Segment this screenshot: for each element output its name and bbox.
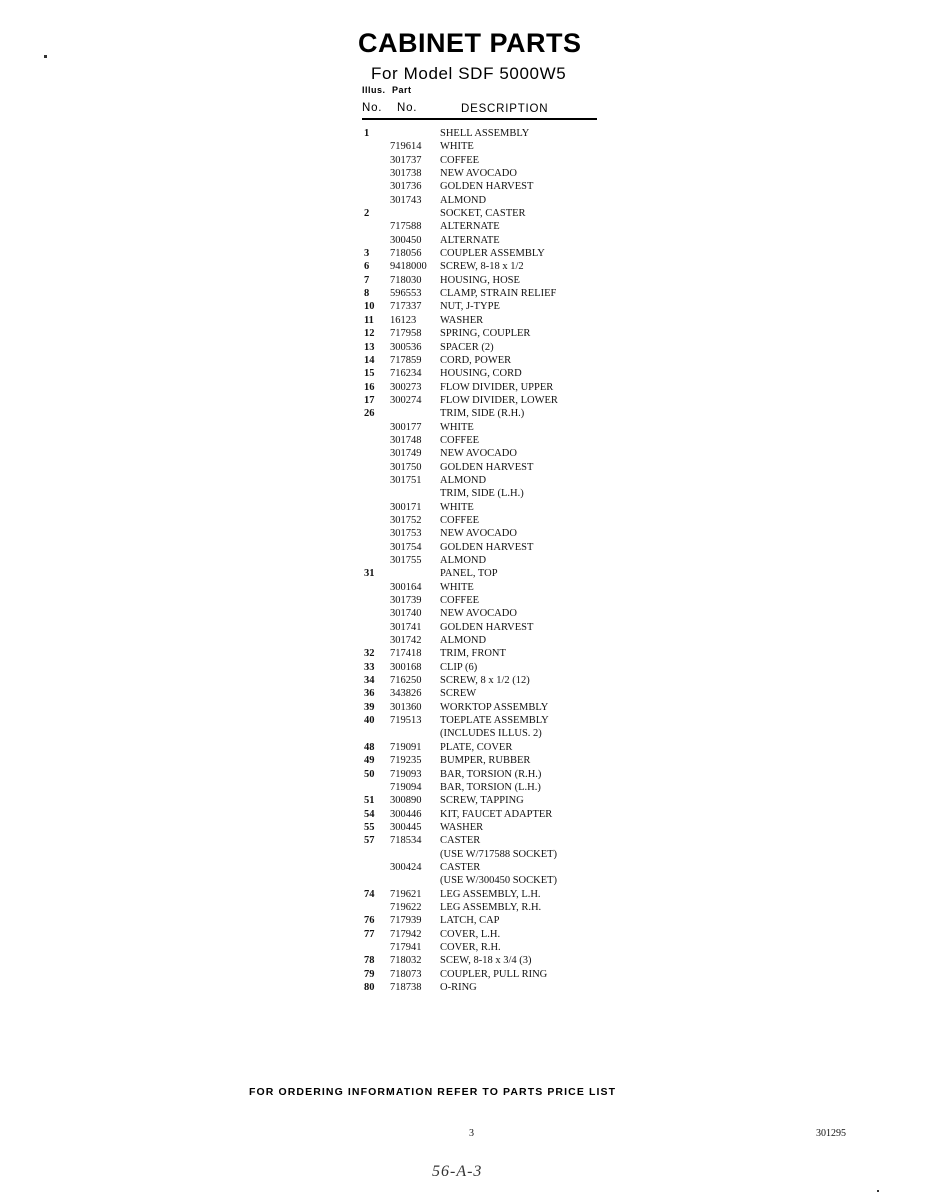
part-description: PANEL, TOP (440, 568, 498, 580)
part-number: 300445 (390, 821, 422, 833)
part-description: ALTERNATE (440, 221, 500, 233)
part-number: 9418000 (390, 261, 427, 273)
part-number: 719621 (390, 888, 422, 900)
part-number: 300890 (390, 795, 422, 807)
illus-number: 2 (364, 208, 370, 220)
illus-number: 79 (364, 968, 375, 980)
table-row (364, 634, 604, 647)
table-row (364, 474, 604, 487)
table-row (364, 314, 604, 327)
column-header-illus-line1: Illus. (362, 85, 386, 95)
part-description: CASTER (440, 835, 481, 847)
table-row (364, 407, 604, 420)
illus-number: 48 (364, 741, 375, 753)
part-description: SCREW, 8 x 1/2 (12) (440, 675, 530, 687)
part-number: 301736 (390, 181, 422, 193)
table-row (364, 567, 604, 580)
part-number: 301754 (390, 541, 422, 553)
part-number: 717941 (390, 941, 422, 953)
part-number: 301752 (390, 514, 422, 526)
part-number: 301740 (390, 608, 422, 620)
illus-number: 6 (364, 261, 370, 273)
part-description: LEG ASSEMBLY, L.H. (440, 888, 541, 900)
part-number: 717418 (390, 648, 422, 660)
illus-number: 32 (364, 648, 375, 660)
table-row (364, 714, 604, 727)
column-header-illus-no: No. (362, 102, 383, 114)
page-number: 3 (469, 1128, 474, 1139)
model-subtitle: For Model SDF 5000W5 (371, 64, 567, 83)
part-number: 719614 (390, 141, 422, 153)
part-number: 717859 (390, 354, 422, 366)
part-number: 300424 (390, 861, 422, 873)
illus-number: 10 (364, 301, 375, 313)
part-description: TRIM, FRONT (440, 648, 506, 660)
part-number: 301742 (390, 635, 422, 647)
part-number: 301737 (390, 154, 422, 166)
part-number: 718738 (390, 982, 422, 993)
table-row (364, 127, 604, 140)
table-row (364, 327, 604, 340)
part-number: 596553 (390, 288, 422, 300)
part-number: 301743 (390, 194, 422, 206)
table-row (364, 834, 604, 847)
illus-number: 11 (364, 314, 374, 326)
part-description: COVER, L.H. (440, 928, 501, 940)
part-description: SPACER (2) (440, 341, 494, 353)
part-description: SCEW, 8-18 x 3/4 (3) (440, 955, 532, 967)
table-row (364, 661, 604, 674)
part-description: CLAMP, STRAIN RELIEF (440, 288, 557, 300)
part-number: 718073 (390, 968, 422, 980)
part-number: 719093 (390, 768, 422, 780)
part-description: WHITE (440, 141, 474, 153)
part-number: 718056 (390, 248, 422, 260)
table-row (364, 928, 604, 941)
illus-number: 51 (364, 795, 375, 807)
part-description: BUMPER, RUBBER (440, 755, 531, 767)
table-row (364, 180, 604, 193)
part-description: COVER, R.H. (440, 941, 501, 953)
part-description: ALMOND (440, 555, 487, 566)
table-row (364, 154, 604, 167)
part-number: 716234 (390, 368, 422, 380)
illus-number: 80 (364, 982, 375, 993)
part-description: SHELL ASSEMBLY (440, 128, 530, 139)
part-description: GOLDEN HARVEST (440, 541, 534, 553)
table-row (364, 487, 604, 500)
table-row (364, 234, 604, 247)
part-number: 300450 (390, 234, 422, 246)
part-number: 300536 (390, 341, 422, 353)
column-header-part-line1: Part (392, 85, 412, 95)
part-number: 300171 (390, 501, 422, 513)
scan-speck (44, 55, 47, 58)
part-description: NEW AVOCADO (440, 168, 517, 180)
table-row (364, 341, 604, 354)
table-row (364, 140, 604, 153)
part-number: 301753 (390, 528, 422, 540)
part-description: GOLDEN HARVEST (440, 621, 534, 633)
table-row (364, 954, 604, 967)
table-row (364, 207, 604, 220)
illus-number: 50 (364, 768, 375, 780)
part-number: 717337 (390, 301, 422, 313)
part-description: GOLDEN HARVEST (440, 461, 534, 473)
illus-number: 17 (364, 394, 375, 406)
table-row (364, 287, 604, 300)
illus-number: 34 (364, 675, 375, 687)
table-row (364, 781, 604, 794)
illus-number: 54 (364, 808, 375, 820)
part-description: COFFEE (440, 434, 480, 446)
table-row (364, 514, 604, 527)
part-number: 301749 (390, 448, 422, 460)
table-row (364, 741, 604, 754)
table-row (364, 621, 604, 634)
part-description: BAR, TORSION (L.H.) (440, 781, 541, 793)
table-row (364, 381, 604, 394)
part-number: 300177 (390, 421, 422, 433)
illus-number: 40 (364, 715, 375, 727)
table-row (364, 247, 604, 260)
illus-number: 76 (364, 915, 375, 927)
part-description: BAR, TORSION (R.H.) (440, 768, 542, 780)
column-header-part-no: No. (397, 102, 418, 114)
part-number: 301750 (390, 461, 422, 473)
part-description: CASTER (440, 861, 481, 873)
table-row (364, 607, 604, 620)
page-title: CABINET PARTS (358, 28, 582, 58)
illus-number: 13 (364, 341, 375, 353)
illus-number: 39 (364, 701, 375, 713)
part-description: ALMOND (440, 635, 487, 647)
table-row (364, 968, 604, 981)
part-description: WHITE (440, 421, 474, 433)
part-description: HOUSING, CORD (440, 368, 522, 380)
part-description: WHITE (440, 501, 474, 513)
table-row (364, 594, 604, 607)
part-description: NEW AVOCADO (440, 528, 517, 540)
part-number: 719091 (390, 741, 422, 753)
part-description: SOCKET, CASTER (440, 208, 526, 220)
table-row (364, 768, 604, 781)
part-number: 301751 (390, 474, 422, 486)
part-description: NEW AVOCADO (440, 448, 517, 460)
illus-number: 8 (364, 288, 370, 300)
part-number: 718032 (390, 955, 422, 967)
table-row (364, 914, 604, 927)
illus-number: 3 (364, 248, 370, 260)
part-number: 16123 (390, 314, 417, 326)
illus-number: 33 (364, 661, 375, 673)
table-row (364, 901, 604, 914)
part-description: (USE W/300450 SOCKET) (440, 875, 558, 887)
table-row (364, 260, 604, 273)
part-description: WASHER (440, 314, 484, 326)
part-description: SCREW (440, 688, 477, 700)
illus-number: 1 (364, 128, 370, 139)
part-description: O-RING (440, 982, 477, 993)
table-row (364, 554, 604, 567)
table-row (364, 501, 604, 514)
part-number: 300273 (390, 381, 422, 393)
illus-number: 49 (364, 755, 375, 767)
part-number: 300168 (390, 661, 422, 673)
part-description: TRIM, SIDE (R.H.) (440, 408, 525, 420)
table-row (364, 701, 604, 714)
illus-number: 12 (364, 328, 375, 340)
table-row (364, 861, 604, 874)
part-description: SPRING, COUPLER (440, 328, 531, 340)
part-description: ALTERNATE (440, 234, 500, 246)
ordering-note: FOR ORDERING INFORMATION REFER TO PARTS PRICE LIST (249, 1086, 617, 1098)
illus-number: 74 (364, 888, 375, 900)
part-description: (INCLUDES ILLUS. 2) (440, 728, 542, 740)
part-number: 719513 (390, 715, 422, 727)
illus-number: 7 (364, 274, 370, 286)
illus-number: 16 (364, 381, 375, 393)
part-number: 719235 (390, 755, 422, 767)
part-description: COFFEE (440, 514, 480, 526)
table-row (364, 754, 604, 767)
part-description: PLATE, COVER (440, 741, 513, 753)
part-description: SCREW, 8-18 x 1/2 (440, 261, 524, 273)
table-row (364, 727, 604, 740)
table-row (364, 167, 604, 180)
table-row (364, 674, 604, 687)
part-description: LATCH, CAP (440, 915, 500, 927)
table-row (364, 687, 604, 700)
table-row (364, 808, 604, 821)
part-description: (USE W/717588 SOCKET) (440, 848, 558, 860)
illus-number: 31 (364, 568, 375, 580)
table-row (364, 941, 604, 954)
part-description: CLIP (6) (440, 661, 478, 673)
table-row (364, 447, 604, 460)
part-number: 719622 (390, 901, 422, 913)
part-number: 301748 (390, 434, 422, 446)
part-description: WHITE (440, 581, 474, 593)
part-description: FLOW DIVIDER, LOWER (440, 394, 558, 406)
scan-speck (877, 1190, 879, 1192)
part-number: 301360 (390, 701, 422, 713)
header-rule (362, 118, 597, 120)
table-row (364, 394, 604, 407)
illus-number: 55 (364, 821, 375, 833)
part-number: 343826 (390, 688, 422, 700)
handwritten-note: 56-A-3 (432, 1163, 483, 1180)
table-row (364, 421, 604, 434)
part-description: TRIM, SIDE (L.H.) (440, 488, 524, 500)
illus-number: 77 (364, 928, 375, 940)
part-description: COUPLER, PULL RING (440, 968, 548, 980)
part-number: 301741 (390, 621, 422, 633)
table-row (364, 981, 604, 994)
part-number: 717588 (390, 221, 422, 233)
table-row (364, 581, 604, 594)
part-number: 300274 (390, 394, 422, 406)
part-number: 717942 (390, 928, 422, 940)
part-number: 719094 (390, 781, 422, 793)
table-row (364, 194, 604, 207)
part-number: 301755 (390, 555, 422, 566)
table-row (364, 647, 604, 660)
table-row (364, 220, 604, 233)
part-description: SCREW, TAPPING (440, 795, 524, 807)
table-row (364, 274, 604, 287)
part-description: ALMOND (440, 194, 487, 206)
table-row (364, 874, 604, 887)
part-description: WORKTOP ASSEMBLY (440, 701, 549, 713)
part-description: LEG ASSEMBLY, R.H. (440, 901, 542, 913)
illus-number: 78 (364, 955, 375, 967)
table-row (364, 541, 604, 554)
table-row (364, 888, 604, 901)
table-row (364, 461, 604, 474)
table-row (364, 434, 604, 447)
table-row (364, 354, 604, 367)
part-description: COFFEE (440, 154, 480, 166)
part-number: 718534 (390, 835, 422, 847)
illus-number: 57 (364, 835, 375, 847)
part-number: 717958 (390, 328, 422, 340)
illus-number: 15 (364, 368, 375, 380)
table-row (364, 367, 604, 380)
part-number: 300446 (390, 808, 422, 820)
part-description: GOLDEN HARVEST (440, 181, 534, 193)
part-description: NEW AVOCADO (440, 608, 517, 620)
part-description: ALMOND (440, 474, 487, 486)
table-row (364, 821, 604, 834)
column-header-description: DESCRIPTION (461, 103, 549, 115)
part-description: TOEPLATE ASSEMBLY (440, 715, 549, 727)
part-description: KIT, FAUCET ADAPTER (440, 808, 553, 820)
part-description: FLOW DIVIDER, UPPER (440, 381, 554, 393)
table-row (364, 300, 604, 313)
part-description: COUPLER ASSEMBLY (440, 248, 545, 260)
table-row (364, 527, 604, 540)
illus-number: 36 (364, 688, 375, 700)
part-description: NUT, J-TYPE (440, 301, 500, 313)
part-number: 300164 (390, 581, 422, 593)
part-description: CORD, POWER (440, 354, 512, 366)
parts-list (364, 127, 604, 994)
table-row (364, 848, 604, 861)
part-number: 718030 (390, 274, 422, 286)
part-description: HOUSING, HOSE (440, 274, 520, 286)
document-number: 301295 (816, 1128, 846, 1139)
part-number: 301739 (390, 595, 422, 607)
illus-number: 26 (364, 408, 375, 420)
part-number: 301738 (390, 168, 422, 180)
table-row (364, 794, 604, 807)
part-description: WASHER (440, 821, 484, 833)
part-description: COFFEE (440, 595, 480, 607)
part-number: 716250 (390, 675, 422, 687)
illus-number: 14 (364, 354, 375, 366)
part-number: 717939 (390, 915, 422, 927)
